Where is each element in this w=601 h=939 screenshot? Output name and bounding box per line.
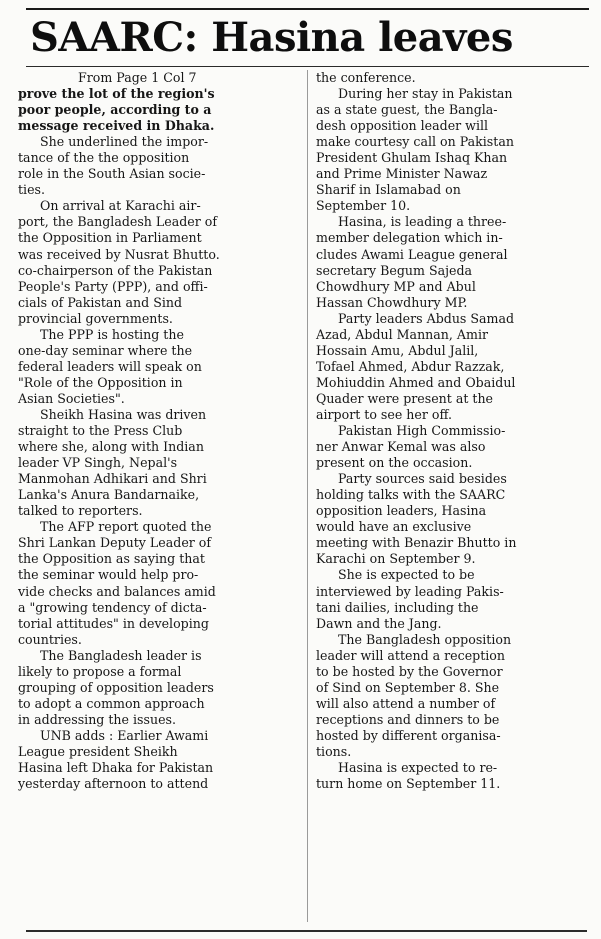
article-line: will also attend a number of bbox=[316, 695, 496, 711]
article-line: Party sources said besides bbox=[338, 471, 507, 487]
article-line: Hasina left Dhaka for Pakistan bbox=[18, 760, 214, 776]
article-line: She underlined the impor- bbox=[40, 134, 209, 150]
article-line: leader will attend a reception bbox=[316, 647, 505, 663]
article-line: countries. bbox=[18, 631, 82, 647]
article-line: Lanka's Anura Bandarnaike, bbox=[18, 487, 200, 503]
article-line: message received in Dhaka. bbox=[18, 118, 215, 134]
article-line: federal leaders will speak on bbox=[18, 358, 202, 374]
article-line: was received by Nusrat Bhutto. bbox=[18, 246, 220, 262]
article-line: one-day seminar where the bbox=[18, 342, 193, 358]
article-line: receptions and dinners to be bbox=[316, 711, 500, 727]
article-line: torial attitudes" in developing bbox=[18, 615, 209, 631]
article-line: Asian Societies". bbox=[18, 390, 125, 406]
article-line: to be hosted by the Governor bbox=[316, 663, 503, 679]
article-line: Party leaders Abdus Samad bbox=[338, 310, 515, 326]
article-line: grouping of opposition leaders bbox=[18, 679, 214, 695]
article-line: the seminar would help pro- bbox=[18, 567, 199, 583]
article-line: the Opposition in Parliament bbox=[18, 230, 202, 246]
article-line: make courtesy call on Pakistan bbox=[316, 134, 514, 150]
article-line: During her stay in Pakistan bbox=[338, 86, 513, 102]
column-divider bbox=[307, 70, 308, 922]
article-column-left bbox=[18, 70, 281, 792]
article-line: turn home on September 11. bbox=[316, 776, 501, 792]
article-line: Hossain Amu, Abdul Jalil, bbox=[316, 342, 479, 358]
article-line: September 10. bbox=[316, 198, 411, 214]
article-line: League president Sheikh bbox=[18, 743, 178, 759]
article-line: vide checks and balances amid bbox=[18, 583, 216, 599]
article-line: opposition leaders, Hasina bbox=[316, 503, 487, 519]
article-line: Quader were present at the bbox=[316, 390, 494, 406]
article-line: Hasina is expected to re- bbox=[338, 760, 498, 776]
article-line: would have an exclusive bbox=[316, 519, 472, 535]
article-line: leader VP Singh, Nepal's bbox=[18, 455, 178, 471]
article-line: People's Party (PPP), and offi- bbox=[18, 278, 208, 294]
article-line: poor people, according to a bbox=[18, 102, 212, 118]
article-line: to adopt a common approach bbox=[18, 695, 205, 711]
article-line: tions. bbox=[316, 743, 352, 759]
article-line: Tofael Ahmed, Abdur Razzak, bbox=[316, 358, 505, 374]
article-line: Sharif in Islamabad on bbox=[316, 182, 461, 198]
article-line: and Prime Minister Nawaz bbox=[316, 166, 488, 182]
article-line: meeting with Benazir Bhutto in bbox=[316, 535, 517, 551]
article-line: ner Anwar Kemal was also bbox=[316, 439, 486, 455]
article-line: as a state guest, the Bangla- bbox=[316, 102, 498, 118]
top-rule bbox=[26, 8, 589, 10]
article-line: talked to reporters. bbox=[18, 503, 143, 519]
article-line: On arrival at Karachi air- bbox=[40, 198, 201, 214]
article-line: cials of Pakistan and Sind bbox=[18, 294, 183, 310]
article-line: President Ghulam Ishaq Khan bbox=[316, 150, 508, 166]
article-line: holding talks with the SAARC bbox=[316, 487, 506, 503]
article-line: She is expected to be bbox=[338, 567, 475, 583]
headline-rule bbox=[26, 66, 589, 67]
article-line: Mohiuddin Ahmed and Obaidul bbox=[316, 374, 516, 390]
article-line: cludes Awami League general bbox=[316, 246, 508, 262]
article-line: Sheikh Hasina was driven bbox=[40, 406, 207, 422]
article-line: a "growing tendency of dicta- bbox=[18, 599, 207, 615]
article-line: present on the occasion. bbox=[316, 455, 473, 471]
article-line: UNB adds : Earlier Awami bbox=[40, 727, 209, 743]
article-line: Chowdhury MP and Abul bbox=[316, 278, 476, 294]
article-line: port, the Bangladesh Leader of bbox=[18, 214, 218, 230]
article-line: Pakistan High Commissio- bbox=[338, 423, 506, 439]
article-line: secretary Begum Sajeda bbox=[316, 262, 473, 278]
bottom-rule bbox=[26, 930, 587, 932]
article-line: Azad, Abdul Mannan, Amir bbox=[316, 326, 489, 342]
article-line: airport to see her off. bbox=[316, 406, 452, 422]
article-line: prove the lot of the region's bbox=[18, 86, 215, 102]
article-line: interviewed by leading Pakis- bbox=[316, 583, 504, 599]
article-line: The Bangladesh opposition bbox=[338, 631, 512, 647]
article-line: hosted by different organisa- bbox=[316, 727, 501, 743]
article-line: yesterday afternoon to attend bbox=[18, 776, 209, 792]
article-line: Manmohan Adhikari and Shri bbox=[18, 471, 207, 487]
article-line: provincial governments. bbox=[18, 310, 173, 326]
article-line: Hasina, is leading a three- bbox=[338, 214, 507, 230]
article-line: The PPP is hosting the bbox=[40, 326, 184, 342]
article-line: straight to the Press Club bbox=[18, 423, 183, 439]
article-line: The Bangladesh leader is bbox=[40, 647, 202, 663]
article-column-right bbox=[316, 70, 579, 792]
article-line: in addressing the issues. bbox=[18, 711, 176, 727]
article-line: tani dailies, including the bbox=[316, 599, 479, 615]
article-line: Dawn and the Jang. bbox=[316, 615, 442, 631]
article-line: desh opposition leader will bbox=[316, 118, 489, 134]
article-line: where she, along with Indian bbox=[18, 439, 204, 455]
article-line: role in the South Asian socie- bbox=[18, 166, 206, 182]
article-line: Shri Lankan Deputy Leader of bbox=[18, 535, 212, 551]
article-line: likely to propose a formal bbox=[18, 663, 182, 679]
article-line: The AFP report quoted the bbox=[40, 519, 212, 535]
headline: SAARC: Hasina leaves bbox=[30, 14, 513, 61]
article-line: ties. bbox=[18, 182, 46, 198]
article-line: co-chairperson of the Pakistan bbox=[18, 262, 213, 278]
article-line: tance of the the opposition bbox=[18, 150, 190, 166]
article-line: the Opposition as saying that bbox=[18, 551, 205, 567]
article-line: member delegation which in- bbox=[316, 230, 503, 246]
article-line: of Sind on September 8. She bbox=[316, 679, 500, 695]
article-line: the conference. bbox=[316, 70, 416, 85]
dateline: From Page 1 Col 7 bbox=[78, 70, 197, 85]
article-line: Hassan Chowdhury MP. bbox=[316, 294, 468, 310]
article-line: Karachi on September 9. bbox=[316, 551, 476, 567]
article-line: "Role of the Opposition in bbox=[18, 374, 183, 390]
